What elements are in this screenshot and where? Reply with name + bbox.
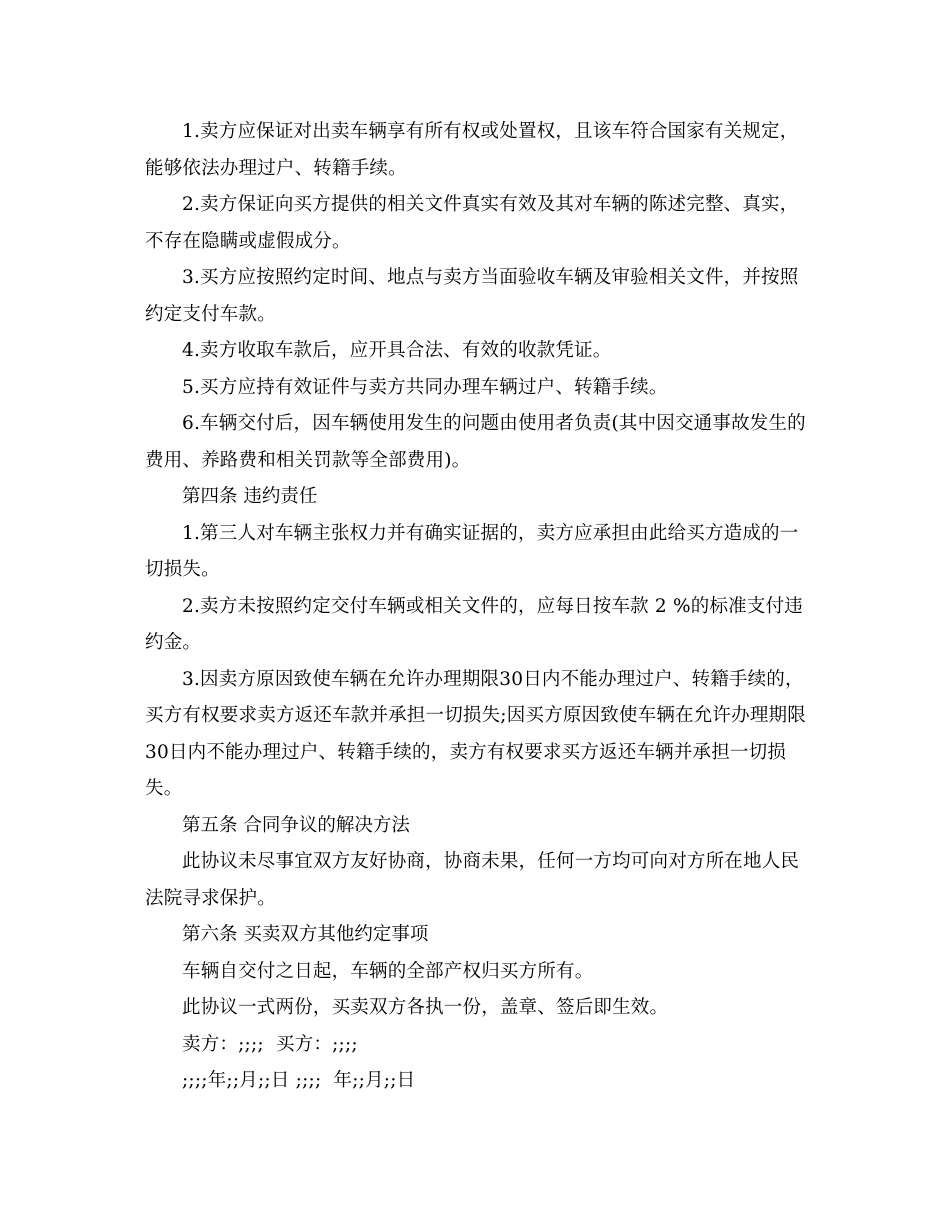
section-5-heading: 第五条 合同争议的解决方法: [182, 814, 410, 836]
clause-3-item-2: 2.卖方保证向买方提供的相关文件真实有效及其对车辆的陈述完整、真实，不存在隐瞒或虚假成分。: [145, 194, 799, 252]
date-line: ;;;;年;;月;;日 ;;;; 年;;月;;日: [182, 1070, 416, 1091]
clause-3-item-6: 6.车辆交付后，因车辆使用发生的问题由使用者负责(其中因交通事故发生的费用、养路费和相关罚款等全部费用)。: [145, 413, 806, 471]
clause-6-item-2: 此协议一式两份，买卖双方各执一份，盖章、签后即生效。: [182, 997, 669, 1018]
clause-3-item-5: 5.买方应持有效证件与卖方共同办理车辆过户、转籍手续。: [182, 376, 668, 398]
section-6-heading: 第六条 买卖双方其他约定事项: [182, 924, 429, 945]
clause-4-item-3: 3.因卖方原因致使车辆在允许办理期限30日内不能办理过户、转籍手续的，买方有权要求卖方返还车款并承担一切损失;因买方原因致使车辆在允许办理期限30日内不能办理过户、转籍手续的，卖方有权要求买方返还车辆并承担一切损失。: [145, 668, 806, 799]
clause-3-item-3: 3.买方应按照约定时间、地点与卖方当面验收车辆及审验相关文件，并按照约定支付车款。: [145, 267, 799, 325]
clause-4-item-2: 2.卖方未按照约定交付车辆或相关文件的，应每日按车款 2 %的标准支付违约金。: [145, 595, 803, 653]
clause-4-item-1: 1.第三人对车辆主张权力并有确实证据的，卖方应承担由此给买方造成的一切损失。: [145, 522, 799, 580]
clause-3-item-4: 4.卖方收取车款后，应开具合法、有效的收款凭证。: [182, 340, 612, 361]
document-body: [145, 114, 810, 1100]
clause-6-item-1: 车辆自交付之日起，车辆的全部产权归买方所有。: [182, 960, 594, 982]
clause-3-item-1: 1.卖方应保证对出卖车辆享有所有权或处置权，且该车符合国家有关规定，能够依法办理过户、转籍手续。: [145, 121, 799, 179]
clause-5-text: 此协议未尽事宜双方友好协商，协商未果，任何一方均可向对方所在地人民法院寻求保护。: [145, 851, 800, 909]
signature-line: 卖方：;;;; 买方：;;;;: [182, 1033, 358, 1055]
section-4-heading: 第四条 违约责任: [182, 486, 318, 507]
